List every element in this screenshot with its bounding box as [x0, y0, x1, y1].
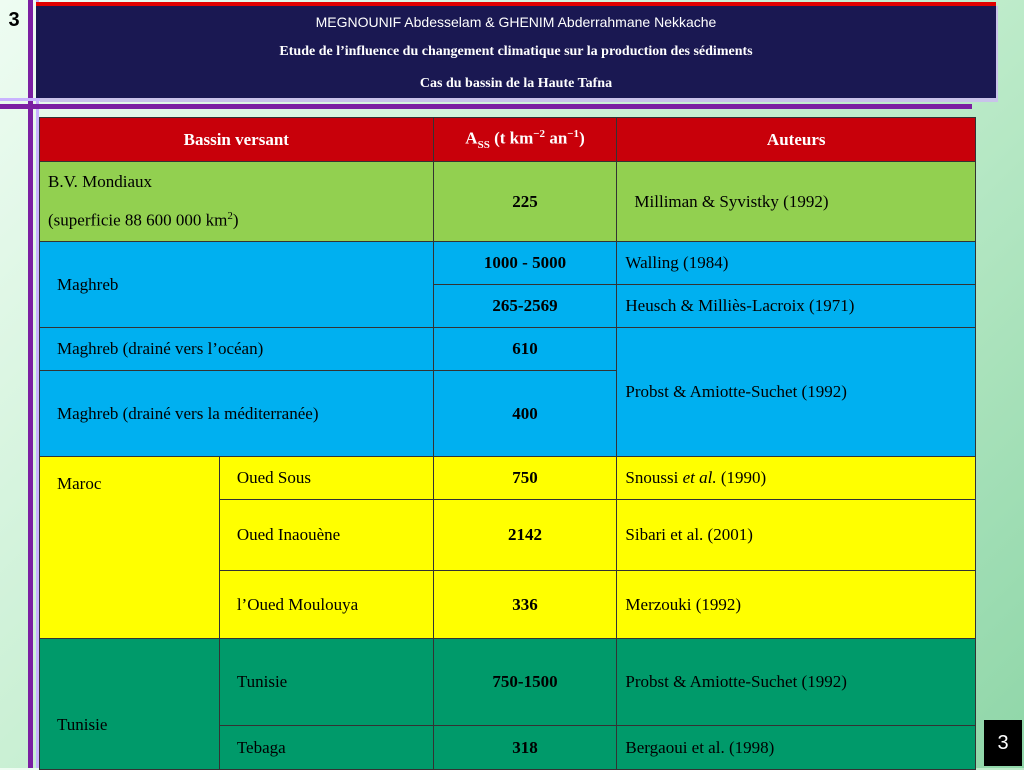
- world-basin-label: B.V. Mondiaux: [48, 172, 153, 192]
- cell-maghreb-med-basin: Maghreb (drainé vers la méditerranée): [40, 371, 434, 457]
- cell-tunisie-sub-1: Tunisie: [219, 639, 433, 726]
- header-authors: MEGNOUNIF Abdesselam & GHENIM Abderrahmane Nekkache: [315, 14, 717, 30]
- cell-maroc-author-3: Merzouki (1992): [617, 571, 976, 639]
- sediment-yield-table: [39, 117, 976, 770]
- cell-tunisie-sub-2: Tebaga: [219, 726, 433, 770]
- decorative-vertical-line: [28, 0, 33, 768]
- cell-tunisie-value-1: 750-1500: [433, 639, 617, 726]
- decorative-horizontal-line: [0, 104, 972, 109]
- maroc-author-1-year: (1990): [716, 468, 767, 487]
- maroc-author-1-name: Snoussi: [625, 468, 683, 487]
- cell-world-author: Milliman & Syvistky (1992): [617, 162, 976, 242]
- world-area-text: (superficie 88 600 000 km: [48, 210, 228, 230]
- column-header-authors: Auteurs: [617, 118, 976, 162]
- cell-tunisie-author-1: Probst & Amiotte-Suchet (1992): [617, 639, 976, 726]
- world-area-close: ): [232, 210, 239, 230]
- cell-maghreb-author-1: Walling (1984): [617, 242, 976, 285]
- ass-unit-open: (t km: [489, 128, 534, 148]
- table-row-tunisie: [40, 639, 976, 726]
- column-header-basin: Bassin versant: [40, 118, 434, 162]
- world-area-exponent: 2: [227, 210, 233, 223]
- maroc-author-1-etal: et al.: [682, 468, 717, 487]
- cell-world-basin: [40, 162, 434, 242]
- cell-maroc-author-1: [617, 457, 976, 500]
- table-row-maghreb-1: [40, 242, 976, 285]
- cell-maroc-value-3: 336: [433, 571, 617, 639]
- cell-maroc-sub-1: Oued Sous: [219, 457, 433, 500]
- ass-unit-close: ): [579, 128, 585, 148]
- slide-number-top: 3: [8, 9, 20, 31]
- world-basin-area: [48, 199, 425, 238]
- header-case-title: Cas du bassin de la Haute Tafna: [419, 76, 613, 91]
- table-row-maroc-sous: [40, 457, 976, 500]
- table-row-world: [40, 162, 976, 242]
- slide-number-bottom: 3: [984, 720, 1022, 766]
- cell-maghreb-ocean-basin: Maghreb (drainé vers l’océan): [40, 328, 434, 371]
- cell-maroc-label: Maroc: [40, 457, 220, 639]
- ass-exponent-km: −2: [533, 127, 546, 140]
- cell-maroc-sub-2: Oued Inaouène: [219, 500, 433, 571]
- cell-maghreb-value-1: 1000 - 5000: [433, 242, 617, 285]
- cell-maghreb-drained-author: Probst & Amiotte-Suchet (1992): [617, 328, 976, 457]
- table-header-row: [40, 118, 976, 162]
- cell-maroc-sub-3: l’Oued Moulouya: [219, 571, 433, 639]
- cell-maghreb-ocean-value: 610: [433, 328, 617, 371]
- cell-maghreb-basin: Maghreb: [40, 242, 434, 328]
- ass-subscript: SS: [477, 139, 490, 152]
- table-row-maghreb-ocean: [40, 328, 976, 371]
- cell-tunisie-value-2: 318: [433, 726, 617, 770]
- cell-world-value: 225: [433, 162, 617, 242]
- slide-header: [36, 2, 996, 98]
- cell-maghreb-author-2: Heusch & Milliès-Lacroix (1971): [617, 285, 976, 328]
- ass-unit-mid: an: [545, 128, 568, 148]
- column-header-ass: [433, 118, 617, 162]
- cell-maroc-value-2: 2142: [433, 500, 617, 571]
- cell-tunisie-label: Tunisie: [40, 639, 220, 770]
- ass-exponent-year: −1: [567, 127, 580, 140]
- cell-maroc-value-1: 750: [433, 457, 617, 500]
- header-study-title: Etude de l’influence du changement climatique sur la production des sédiments: [279, 44, 753, 59]
- ass-symbol: A: [465, 128, 478, 148]
- cell-tunisie-author-2: Bergaoui et al. (1998): [617, 726, 976, 770]
- cell-maghreb-med-value: 400: [433, 371, 617, 457]
- cell-maroc-author-2: Sibari et al. (2001): [617, 500, 976, 571]
- cell-maghreb-value-2: 265-2569: [433, 285, 617, 328]
